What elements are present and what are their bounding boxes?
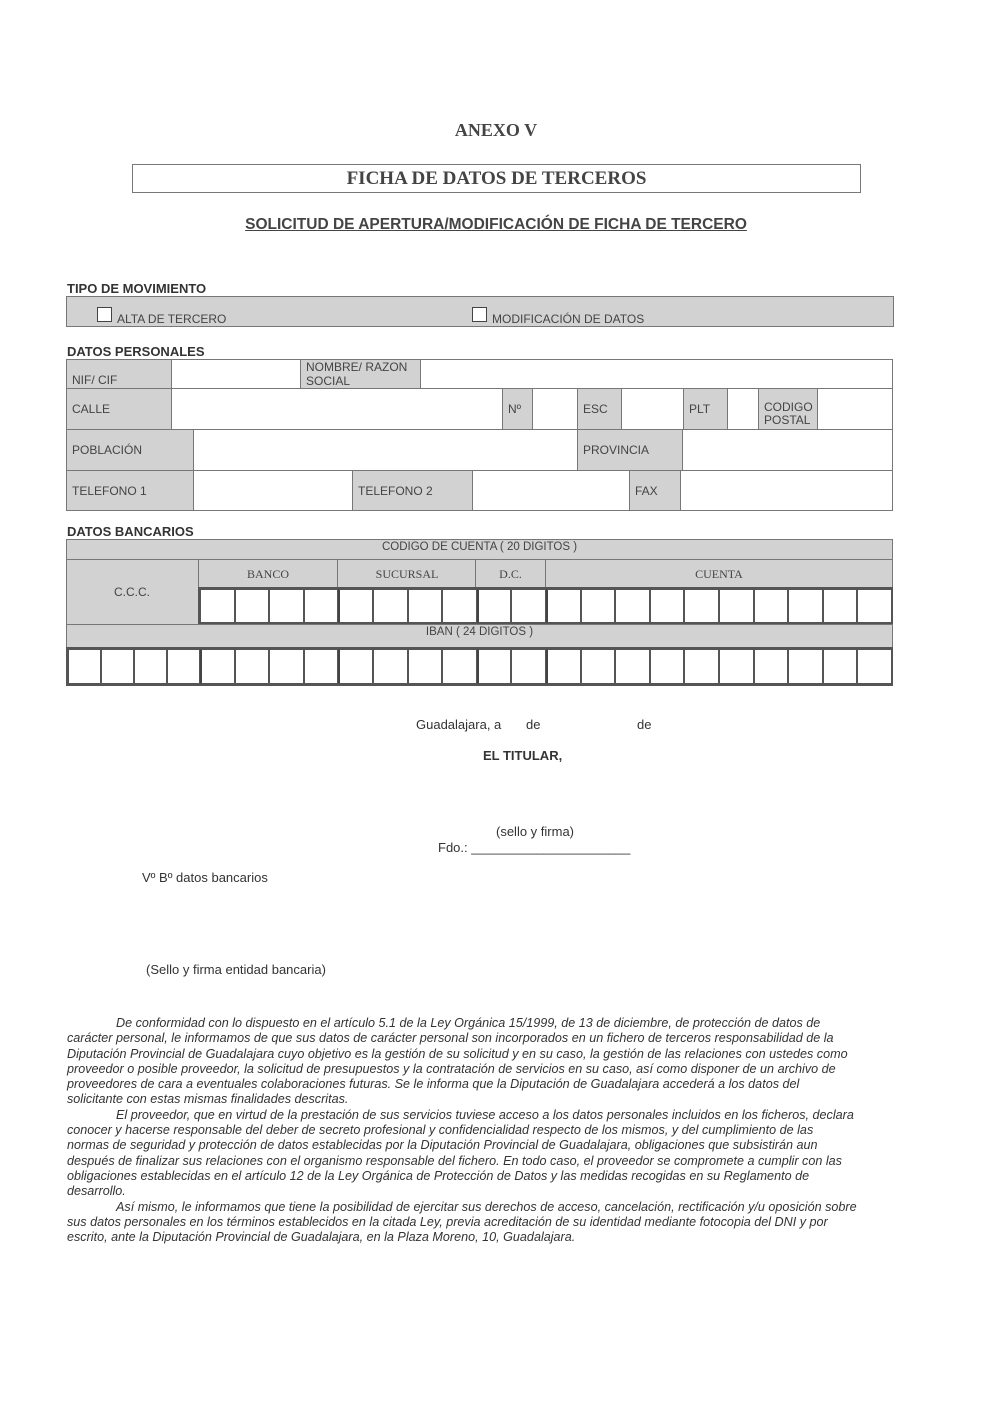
legal-paragraph: De conformidad con lo dispuesto en el artículo 5.1 de la Ley Orgánica 15/1999, de 13 de diciembre, de protección de datos de carácter personal, le informamos de que sus datos de carácter personal son incorporados en un fichero de terceros responsabilidad de la Diputación Provincial de Guadalajara cuyo objetivo es la gestión de su solicitud y en su caso, la gestión de las relaciones con ustedes como proveedor o posible proveedor, la solicitud de presupuestos y la contratación de servicios en su caso, así como disponer de un archivo de proveedores de cara a eventuales colaboraciones futuras. Se le informa que la Diputación de Guadalajara accederá a los datos del solicitante con estas mismas finalidades descritas. (67, 1016, 848, 1107)
digit-box[interactable] (269, 649, 304, 684)
digit-box[interactable] (68, 649, 101, 684)
iban-digit-row (66, 647, 893, 686)
digit-box[interactable] (304, 589, 339, 623)
postal-code-field[interactable] (818, 389, 892, 429)
digit-box[interactable] (581, 589, 616, 623)
digit-box[interactable] (546, 589, 581, 623)
province-field[interactable] (683, 430, 892, 470)
digit-box[interactable] (857, 649, 892, 684)
digit-box[interactable] (134, 649, 167, 684)
digit-box[interactable] (442, 649, 477, 684)
modify-data-checkbox[interactable] (472, 307, 487, 322)
fax-label: FAX (629, 471, 681, 510)
data-protection-notice (67, 1016, 857, 1245)
bank-entity-header: BANCO (246, 567, 289, 581)
digit-box[interactable] (511, 649, 546, 684)
new-third-party-checkbox[interactable] (97, 307, 112, 322)
street-field[interactable] (172, 389, 502, 429)
digit-box[interactable] (235, 589, 270, 623)
stamp-signature-label: (sello y firma) (496, 824, 575, 839)
legal-paragraph: El proveedor, que en virtud de la prestación de sus servicios tuviese acceso a los datos personales incluidos en los ficheros, declara conocer y hacerse responsable del deber de secreto profesional y confidencialidad respecto de los mismos, y del cumplimiento de las normas de seguridad y protección de datos establecidas por la Diputación Provincial de Guadalajara, obligaciones que subsistirán aun después de finalizar sus relaciones con el organismo responsable del fichero. En todo caso, el proveedor se compromete a cumplir con las obligaciones establecidas en el artículo 12 de la Ley Orgánica de Protección de Datos y las medidas recogidas en su Reglamento de desarrollo. (67, 1107, 854, 1199)
digit-box[interactable] (823, 649, 858, 684)
nif-field[interactable] (172, 360, 300, 388)
town-field[interactable] (194, 430, 577, 470)
name-field[interactable] (421, 360, 892, 388)
bank-stamp-label: (Sello y firma entidad bancaria) (146, 962, 326, 977)
digit-box[interactable] (269, 589, 304, 623)
digit-box[interactable] (719, 649, 754, 684)
digit-box[interactable] (511, 589, 546, 623)
province-label: PROVINCIA (577, 430, 683, 470)
postal-code-label: CODIGO POSTAL (758, 389, 818, 429)
ccc-digit-row (198, 587, 893, 625)
branch-header: SUCURSAL (375, 567, 439, 581)
form-title-box (132, 164, 861, 193)
bank-section-title: DATOS BANCARIOS (67, 524, 194, 539)
digit-box[interactable] (754, 649, 789, 684)
personal-section-title: DATOS PERSONALES (67, 344, 205, 359)
digit-box[interactable] (650, 589, 685, 623)
dc-header: D.C. (499, 567, 522, 581)
digit-box[interactable] (477, 649, 512, 684)
phone2-field[interactable] (473, 471, 629, 510)
digit-box[interactable] (200, 589, 235, 623)
digit-box[interactable] (338, 649, 373, 684)
digit-box[interactable] (373, 649, 408, 684)
phone2-label: TELEFONO 2 (352, 471, 473, 510)
digit-box[interactable] (754, 589, 789, 623)
digit-box[interactable] (650, 649, 685, 684)
legal-paragraph: Así mismo, le informamos que tiene la posibilidad de ejercitar sus derechos de acceso, cancelación, rectificación y/u oposición sobre sus datos personales en los términos establecidos en la citada Ley, previa acreditación de su identidad mediante fotocopia del DNI y por escrito, ante la Diputación Provincial de Guadalajara, en la Plaza Moreno, 10, Guadalajara. (67, 1199, 857, 1245)
digit-box[interactable] (581, 649, 616, 684)
ccc-label: C.C.C. (114, 585, 150, 599)
number-label: Nº (502, 389, 533, 429)
street-label: CALLE (67, 389, 172, 429)
digit-box[interactable] (408, 589, 443, 623)
form-subtitle: SOLICITUD DE APERTURA/MODIFICACIÓN DE FICHA DE TERCERO (245, 216, 747, 233)
form-title: FICHA DE DATOS DE TERCEROS (346, 167, 647, 189)
digit-box[interactable] (788, 649, 823, 684)
account-code-header: CODIGO DE CUENTA ( 20 DIGITOS ) (381, 541, 578, 553)
personal-data-table (66, 359, 893, 511)
digit-box[interactable] (615, 649, 650, 684)
name-label: NOMBRE/ RAZON SOCIAL (300, 360, 421, 388)
annex-title: ANEXO V (454, 120, 538, 140)
signed-by-line[interactable]: Fdo.: ______________________ (438, 840, 631, 855)
phone1-label: TELEFONO 1 (67, 471, 194, 510)
digit-box[interactable] (408, 649, 443, 684)
digit-box[interactable] (615, 589, 650, 623)
holder-label: EL TITULAR, (483, 748, 563, 763)
digit-box[interactable] (373, 589, 408, 623)
digit-box[interactable] (823, 589, 858, 623)
digit-box[interactable] (857, 589, 892, 623)
floor-field[interactable] (728, 389, 758, 429)
digit-box[interactable] (546, 649, 581, 684)
movement-section-title: TIPO DE MOVIMIENTO (67, 281, 207, 296)
digit-box[interactable] (167, 649, 200, 684)
digit-box[interactable] (235, 649, 270, 684)
modify-data-label: MODIFICACIÓN DE DATOS (492, 312, 645, 326)
phone1-field[interactable] (194, 471, 352, 510)
stair-field[interactable] (622, 389, 683, 429)
number-field[interactable] (533, 389, 577, 429)
digit-box[interactable] (442, 589, 477, 623)
digit-box[interactable] (200, 649, 235, 684)
town-label: POBLACIÓN (67, 430, 194, 470)
floor-label: PLT (683, 389, 728, 429)
bank-approval-label: Vº Bº datos bancarios (142, 870, 268, 885)
date-of-2: de (637, 717, 652, 732)
digit-box[interactable] (338, 589, 373, 623)
fax-field[interactable] (681, 471, 892, 510)
digit-box[interactable] (304, 649, 339, 684)
new-third-party-label: ALTA DE TERCERO (117, 312, 227, 326)
stair-label: ESC (577, 389, 622, 429)
date-of-1: de (526, 717, 541, 732)
iban-header: IBAN ( 24 DIGITOS ) (425, 626, 534, 638)
digit-box[interactable] (477, 589, 512, 623)
account-header: CUENTA (695, 567, 743, 581)
digit-box[interactable] (684, 589, 719, 623)
date-place: Guadalajara, a (416, 717, 502, 732)
digit-box[interactable] (788, 589, 823, 623)
digit-box[interactable] (684, 649, 719, 684)
digit-box[interactable] (101, 649, 134, 684)
digit-box[interactable] (719, 589, 754, 623)
nif-label: NIF/ CIF (67, 360, 172, 388)
